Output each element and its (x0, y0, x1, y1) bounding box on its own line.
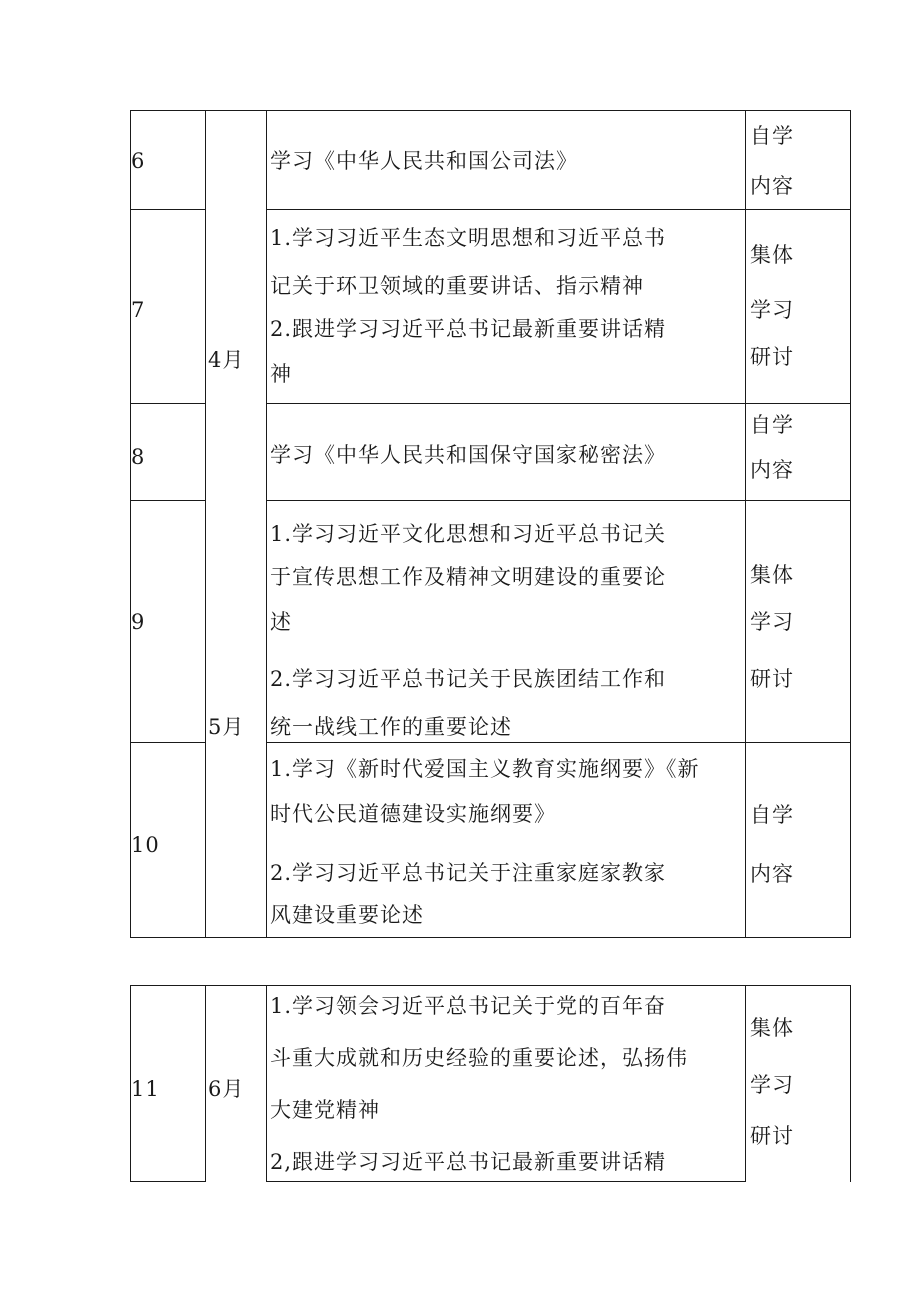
row-content: 学习《中华人民共和国公司法》 (270, 149, 578, 173)
row-content: 2,跟进学习习近平总书记最新重要讲话精 (270, 1150, 667, 1174)
row-number: 7 (131, 298, 146, 322)
row-type: 集体 (750, 563, 794, 587)
table-line (205, 985, 206, 1182)
table-line (266, 110, 267, 938)
row-content: 于宣传思想工作及精神文明建设的重要论 (270, 565, 666, 589)
row-content: 1.学习领会习近平总书记关于党的百年奋 (270, 994, 667, 1018)
row-type: 学习 (750, 610, 794, 634)
row-type: 研讨 (750, 667, 794, 691)
row-content: 1.学习《新时代爱国主义教育实施纲要》《新 (270, 757, 700, 781)
table-line (130, 937, 851, 938)
row-number: 6 (131, 149, 146, 173)
row-type: 内容 (750, 862, 794, 886)
row-content: 学习《中华人民共和国保守国家秘密法》 (270, 443, 666, 467)
table-line (130, 1181, 206, 1182)
row-content: 风建设重要论述 (270, 903, 424, 927)
table-line (266, 1181, 746, 1182)
row-type: 自学 (750, 413, 794, 437)
row-content: 时代公民道德建设实施纲要》 (270, 802, 556, 826)
row-content: 2.跟进学习习近平总书记最新重要讲话精 (270, 317, 667, 341)
row-content: 神 (270, 362, 292, 386)
row-type: 内容 (750, 174, 794, 198)
row-type: 集体 (750, 1016, 794, 1040)
row-number: 11 (131, 1077, 160, 1101)
table-line (205, 110, 206, 938)
month-label: 5月 (208, 715, 245, 739)
table-line (850, 110, 851, 938)
row-content: 1.学习习近平文化思想和习近平总书记关 (270, 522, 667, 546)
table-line (130, 110, 851, 111)
table-line (850, 985, 851, 1182)
row-type: 自学 (750, 124, 794, 148)
month-label: 6月 (208, 1077, 245, 1101)
table-line (266, 742, 851, 743)
month-label: 4月 (208, 348, 245, 372)
table-line (266, 209, 851, 210)
table-line (266, 500, 851, 501)
table-line (130, 985, 851, 986)
row-number: 10 (131, 833, 160, 857)
row-type: 学习 (750, 298, 794, 322)
row-type: 集体 (750, 243, 794, 267)
row-number: 9 (131, 610, 146, 634)
row-number: 8 (131, 445, 146, 469)
row-type: 研讨 (750, 1124, 794, 1148)
table-line (130, 110, 131, 938)
row-type: 研讨 (750, 345, 794, 369)
table-line (266, 985, 267, 1182)
row-content: 述 (270, 610, 292, 634)
row-type: 内容 (750, 458, 794, 482)
row-content: 记关于环卫领域的重要讲话、指示精神 (270, 274, 644, 298)
row-content: 1.学习习近平生态文明思想和习近平总书 (270, 226, 667, 250)
table-line (130, 209, 206, 210)
row-content: 2.学习习近平总书记关于民族团结工作和 (270, 667, 667, 691)
table-line (130, 742, 206, 743)
row-content: 统一战线工作的重要论述 (270, 715, 512, 739)
table-line (745, 985, 746, 1182)
row-type: 学习 (750, 1073, 794, 1097)
table-line (745, 110, 746, 938)
row-content: 2.学习习近平总书记关于注重家庭家教家 (270, 861, 667, 885)
table-line (266, 403, 851, 404)
table-line (130, 500, 206, 501)
row-content: 大建党精神 (270, 1098, 380, 1122)
row-type: 自学 (750, 803, 794, 827)
table-line (130, 403, 206, 404)
row-content: 斗重大成就和历史经验的重要论述，弘扬伟 (270, 1046, 688, 1070)
